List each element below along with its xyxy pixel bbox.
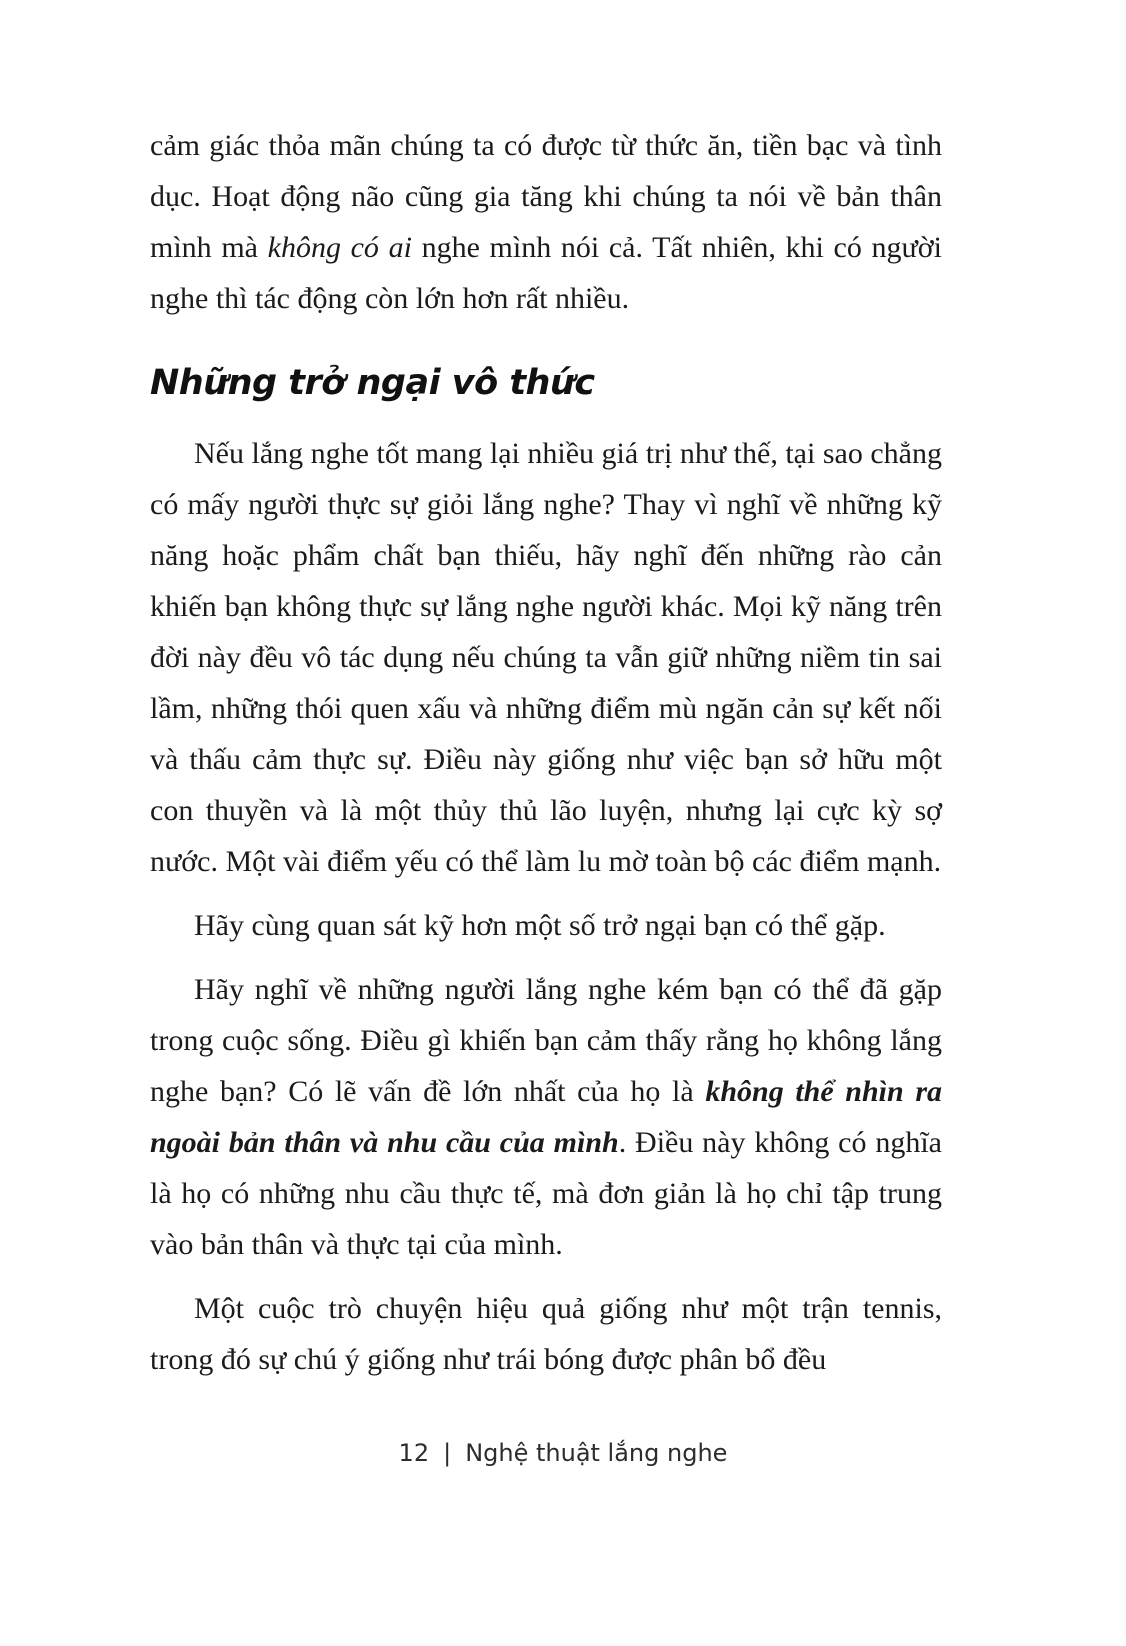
- text-run: nghe mình nói cả. Tất nhiên, khi có người nghe thì tác động còn lớn hơn rất nhiều.: [150, 231, 942, 315]
- page-footer: [0, 1438, 1126, 1468]
- text-block: [150, 120, 942, 1398]
- paragraph: Một cuộc trò chuyện hiệu quả giống như một trận tennis, trong đó sự chú ý giống như trái bóng được phân bổ đều: [150, 1292, 942, 1376]
- book-title: Nghệ thuật lắng nghe: [465, 1439, 728, 1467]
- text-run: . Điều này không có nghĩa là họ có những nhu cầu thực tế, mà đơn giản là họ chỉ tập trung vào bản thân và thực tại của mình.: [150, 1126, 942, 1261]
- text-run: Hãy nghĩ về những người lắng nghe kém bạn có thể đã gặp trong cuộc sống. Điều gì khiến bạn cảm thấy rằng họ không lắng nghe bạn? Có lẽ vấn đề lớn nhất của họ là: [150, 973, 942, 1108]
- bold-italic-text-run: không thể nhìn ra ngoài bản thân và nhu cầu của mình: [150, 1075, 942, 1159]
- page-number: 12: [398, 1439, 430, 1467]
- paragraph: Nếu lắng nghe tốt mang lại nhiều giá trị như thế, tại sao chẳng có mấy người thực sự giỏi lắng nghe? Thay vì nghĩ về những kỹ năng hoặc phẩm chất bạn thiếu, hãy nghĩ đến những rào cản khiến bạn không thực sự lắng nghe người khác. Mọi kỹ năng trên đời này đều vô tác dụng nếu chúng ta vẫn giữ những niềm tin sai lầm, những thói quen xấu và những điểm mù ngăn cản sự kết nối và thấu cảm thực sự. Điều này giống như việc bạn sở hữu một con thuyền và là một thủy thủ lão luyện, nhưng lại cực kỳ sợ nước. Một vài điểm yếu có thể làm lu mờ toàn bộ các điểm mạnh.: [150, 437, 942, 878]
- footer-separator: |: [443, 1439, 452, 1467]
- italic-text-run: không có ai: [267, 231, 412, 264]
- paragraph: Hãy cùng quan sát kỹ hơn một số trở ngại bạn có thể gặp.: [194, 909, 886, 942]
- text-run: cảm giác thỏa mãn chúng ta có được từ thức ăn, tiền bạc và tình dục. Hoạt động não cũng gia tăng khi chúng ta nói về bản thân mình mà: [150, 129, 942, 264]
- paragraph-continuation: [150, 120, 942, 324]
- paragraph: [150, 964, 942, 1270]
- section-heading: Những trở ngại vô thức: [150, 363, 595, 403]
